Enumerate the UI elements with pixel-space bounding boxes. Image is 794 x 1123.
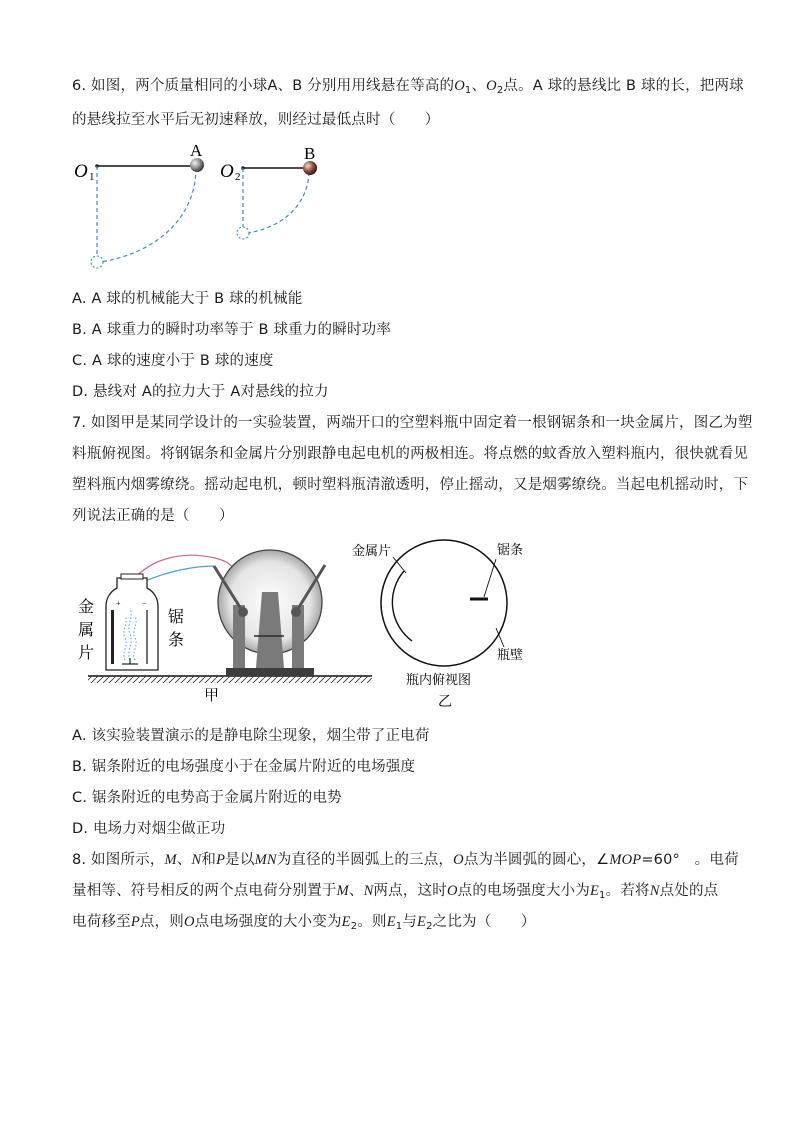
q8-var-n: N bbox=[191, 852, 202, 868]
q7-plus-sign: + bbox=[116, 599, 121, 608]
q7-jia-label-ju: 锯 bbox=[168, 607, 185, 626]
q8-text: 之比为（ ） bbox=[432, 914, 536, 930]
q6-fig-label-b: B bbox=[304, 144, 316, 163]
q8-text: 。若将 bbox=[605, 883, 650, 899]
q8-stem-line1 bbox=[72, 848, 739, 869]
q8-var-p: P bbox=[216, 852, 226, 868]
q8-var-m: M bbox=[336, 883, 349, 899]
q8-text: =60° 。电荷 bbox=[641, 852, 739, 868]
q8-text: 与 bbox=[402, 914, 418, 930]
q6-fig-o2-sub: 2 bbox=[235, 171, 241, 183]
q8-text: 是以 bbox=[225, 852, 255, 868]
q6-option-a: A. A 球的机械能大于 B 球的机械能 bbox=[72, 291, 303, 307]
q6-o1: O bbox=[454, 78, 465, 94]
q8-var-p: P bbox=[130, 914, 140, 930]
q7-bottle-wall-circle bbox=[381, 540, 507, 666]
q8-var-mn: MN bbox=[254, 852, 277, 868]
q6-o2-sub: 2 bbox=[496, 85, 504, 96]
q8-text: 8. 如图所示， bbox=[72, 852, 165, 868]
q7-jia-label-tiao: 条 bbox=[168, 630, 185, 649]
q7-metal-plate-arc bbox=[392, 571, 412, 641]
q7-stem-line4: 列说法正确的是（ ） bbox=[72, 508, 234, 524]
q7-yi-label-saw: 锯条 bbox=[497, 543, 524, 558]
q7-stem-line2: 料瓶俯视图。将钢锯条和金属片分别跟静电起电机的两极相连。将点燃的蚊香放入塑料瓶内，很快就看见 bbox=[72, 446, 749, 462]
q8-sub: 1 bbox=[599, 890, 606, 901]
q8-var-e: E bbox=[417, 914, 427, 930]
q8-var-m: M bbox=[164, 852, 177, 868]
q6-sep: 、 bbox=[471, 78, 487, 94]
q8-text: 点处的点 bbox=[659, 883, 719, 899]
q8-sub: 2 bbox=[350, 921, 358, 932]
q8-sub: 2 bbox=[426, 921, 433, 932]
q8-text: 电荷移至 bbox=[72, 914, 131, 930]
q7-jia-label-jin: 金 bbox=[78, 597, 95, 616]
q8-var-mop: MOP bbox=[609, 852, 642, 868]
q6-fig-o1: O bbox=[74, 161, 88, 182]
q8-sub: 1 bbox=[395, 921, 403, 932]
q8-stem-line3 bbox=[72, 910, 536, 932]
q8-text: 和 bbox=[201, 852, 217, 868]
q8-var-e: E bbox=[341, 914, 351, 930]
q7-option-b: B. 锯条附近的电场强度小于在金属片附近的电场强度 bbox=[72, 759, 416, 775]
q7-jia-label-pian: 片 bbox=[78, 643, 95, 662]
q8-text: 。则 bbox=[357, 914, 387, 930]
q8-var-e: E bbox=[589, 883, 600, 899]
q8-var-n: N bbox=[363, 883, 374, 899]
q6-stem-line2: 的悬线拉至水平后无初速释放，则经过最低点时（ ） bbox=[72, 112, 440, 128]
q6-option-b: B. A 球重力的瞬时功率等于 B 球重力的瞬时功率 bbox=[72, 322, 392, 338]
q8-text: 点，则 bbox=[139, 914, 184, 930]
q8-text: 、 bbox=[348, 883, 364, 899]
q8-text: 点为半圆弧的圆心，∠ bbox=[463, 852, 610, 868]
q8-var-o: O bbox=[453, 852, 464, 868]
q8-var-o: O bbox=[183, 914, 195, 930]
q7-caption-yi: 乙 bbox=[438, 694, 452, 710]
q7-yi-label-wall: 瓶壁 bbox=[497, 648, 524, 663]
q7-yi-label-metal: 金属片 bbox=[352, 544, 392, 559]
q7-stem-line1: 7. 如图甲是某同学设计的一实验装置，两端开口的空塑料瓶中固定着一根钢锯条和一块金属片，图乙为塑 bbox=[72, 415, 753, 431]
q8-text: 为直径的半圆弧上的三点， bbox=[276, 852, 454, 868]
q8-var-n: N bbox=[649, 883, 660, 899]
q6-stem-text: 6. 如图，两个质量相同的小球A、B 分别用用线悬在等高的 bbox=[72, 78, 455, 94]
q6-stem-end: 点。A 球的悬线比 B 球的长，把两球 bbox=[503, 78, 744, 94]
q6-o1-sub: 1 bbox=[464, 85, 472, 96]
q8-text: 点电场强度的大小变为 bbox=[194, 914, 342, 930]
q7-minus-sign: − bbox=[142, 599, 147, 608]
q6-fig-o2: O bbox=[220, 161, 234, 182]
q7-saw-label-leader bbox=[484, 559, 496, 597]
q8-stem-line2 bbox=[72, 879, 718, 901]
q7-jia-label-shu: 属 bbox=[78, 620, 95, 639]
q6-fig-o1-sub: 1 bbox=[89, 171, 95, 183]
q7-yi-view-label: 瓶内俯视图 bbox=[406, 673, 472, 688]
q6-fig-label-a: A bbox=[190, 141, 203, 160]
q7-option-c: C. 锯条附近的电势高于金属片附近的电势 bbox=[72, 790, 342, 806]
q7-stem-line3: 塑料瓶内烟雾缭绕。摇动起电机，顿时塑料瓶清澈透明，停止摇动，又是烟雾缭绕。当起电机摇动时，下 bbox=[72, 477, 749, 493]
q6-option-d: D. 悬线对 A的拉力大于 A对悬线的拉力 bbox=[72, 384, 329, 400]
q8-text: 量相等、符号相反的两个点电荷分别置于 bbox=[72, 883, 337, 899]
q7-option-d: D. 电场力对烟尘做正功 bbox=[72, 821, 226, 837]
q6-option-c: C. A 球的速度小于 B 球的速度 bbox=[72, 353, 274, 369]
q7-caption-jia: 甲 bbox=[204, 686, 220, 704]
q8-var-e: E bbox=[386, 914, 396, 930]
q8-text: 点的电场强度大小为 bbox=[457, 883, 590, 899]
q6-o2: O bbox=[486, 78, 497, 94]
q8-var-o: O bbox=[446, 883, 458, 899]
q8-text: 两点，这时 bbox=[373, 883, 447, 899]
q7-option-a: A. 该实验装置演示的是静电除尘现象，烟尘带了正电荷 bbox=[72, 728, 430, 744]
q8-text: 、 bbox=[176, 852, 192, 868]
